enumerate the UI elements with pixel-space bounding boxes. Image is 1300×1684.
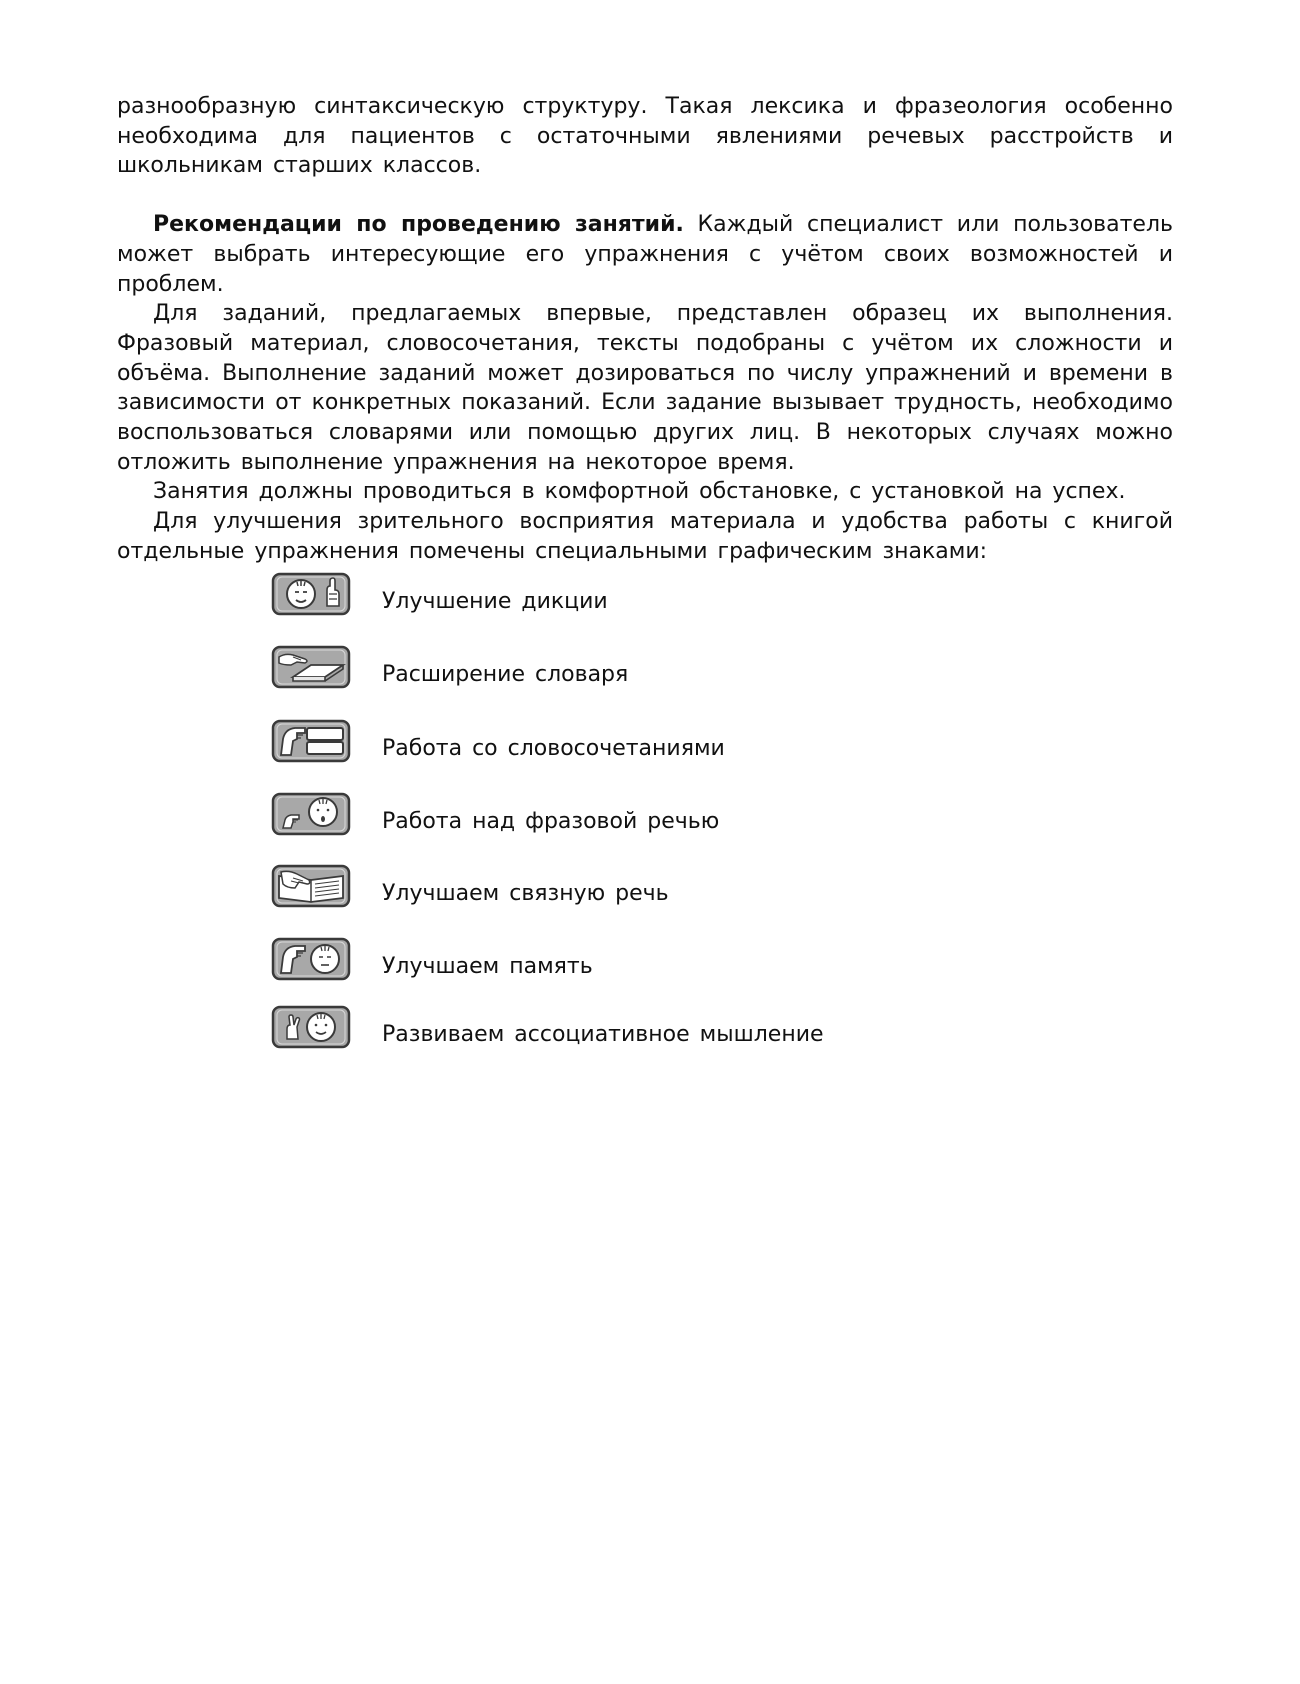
hand-face-thinking-icon [271, 1005, 351, 1049]
legend-label: Улучшаем память [382, 954, 593, 979]
hand-blocks-icon [271, 719, 351, 763]
legend-label: Улучшаем связную речь [382, 881, 669, 906]
paragraph-signs-intro: Для улучшения зрительного восприятия материала и удобства работы с книгой отдельные упражнения помечены специальными графическим знаками: [117, 509, 1173, 564]
legend-item-thinking [271, 1005, 971, 1051]
legend-label: Работа со словосочетаниями [382, 736, 725, 761]
paragraph-conditions: Занятия должны проводиться в комфортной обстановке, с установкой на успех. [153, 479, 1126, 505]
face-finger-icon [271, 572, 351, 616]
legend-label: Расширение словаря [382, 662, 629, 687]
legend-item-diction [271, 572, 971, 618]
hand-book-icon [271, 645, 351, 689]
legend-label: Развиваем ассоциативное мышление [382, 1022, 824, 1047]
legend-label: Улучшение дикции [382, 589, 608, 614]
legend-item-vocabulary [271, 645, 971, 691]
paragraph-recommendations [117, 210, 1173, 299]
paragraph-intro-end: разнообразную синтаксическую структуру. Такая лексика и фразеология особенно необходима для пациентов с остаточными явлениями речевых расстройств и школьникам старших классов. [117, 94, 1173, 179]
hand-face-speaking-icon [271, 792, 351, 836]
open-book-hand-icon [271, 864, 351, 908]
legend-item-collocations [271, 719, 971, 765]
legend-item-memory [271, 937, 971, 983]
paragraph-tasks: Для заданий, предлагаемых впервые, представлен образец их выполнения. Фразовый материал, словосочетания, тексты подобраны с учётом их сложности и объёма. Выполнение заданий может дозироваться по числу упражнений и времени в зависимости от конкретных показаний. Если задание вызывает трудность, необходимо воспользоваться словарями или помощью других лиц. В некоторых случаях можно отложить выполнение упражнения на некоторое время. [117, 301, 1173, 475]
legend-item-connected-speech [271, 864, 971, 910]
document-page [117, 92, 1173, 567]
hand-face-memory-icon [271, 937, 351, 981]
recommendations-heading: Рекомендации по проведению занятий. [153, 212, 684, 238]
legend-item-phrase-speech [271, 792, 971, 838]
legend-label: Работа над фразовой речью [382, 809, 720, 834]
recommendations-text: Каждый специалист или пользователь может выбрать интересующие его упражнения с учётом своих возможностей и проблем. [117, 212, 1173, 297]
